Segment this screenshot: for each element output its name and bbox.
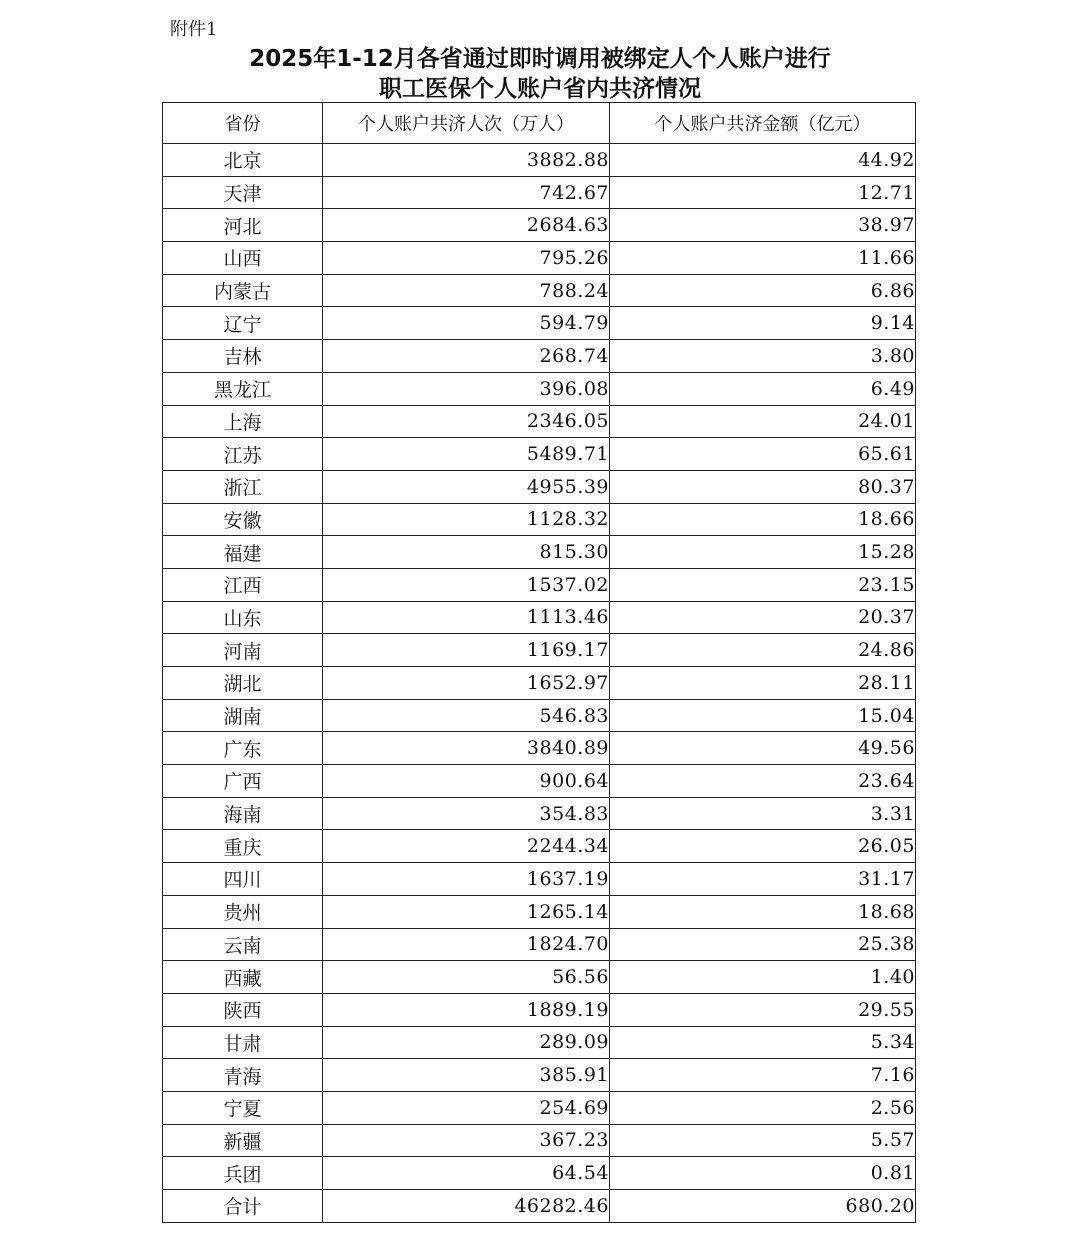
sharing-amount-cell: 23.64 — [610, 765, 916, 798]
sharing-amount-cell: 7.16 — [610, 1059, 916, 1092]
sharing-count-cell: 385.91 — [323, 1059, 610, 1092]
sharing-amount-cell: 65.61 — [610, 438, 916, 471]
table-row — [163, 536, 916, 569]
sharing-amount-cell: 18.66 — [610, 503, 916, 536]
province-cell: 青海 — [163, 1059, 323, 1092]
table-body — [163, 144, 916, 1223]
sharing-count-cell: 396.08 — [323, 372, 610, 405]
sharing-amount-cell: 26.05 — [610, 830, 916, 863]
sharing-count-cell: 64.54 — [323, 1157, 610, 1190]
table-row — [163, 797, 916, 830]
province-cell: 广东 — [163, 732, 323, 765]
sharing-count-cell: 254.69 — [323, 1091, 610, 1124]
sharing-amount-cell: 680.20 — [610, 1190, 916, 1223]
table-row — [163, 961, 916, 994]
table-row — [163, 209, 916, 242]
province-cell: 黑龙江 — [163, 372, 323, 405]
table-row — [163, 863, 916, 896]
table-header-row — [163, 103, 916, 144]
sharing-amount-cell: 12.71 — [610, 176, 916, 209]
table-row — [163, 634, 916, 667]
table-row — [163, 176, 916, 209]
province-cell: 湖南 — [163, 699, 323, 732]
table-row — [163, 699, 916, 732]
table-row — [163, 1124, 916, 1157]
province-cell: 山西 — [163, 242, 323, 275]
sharing-amount-cell: 5.57 — [610, 1124, 916, 1157]
table-row — [163, 732, 916, 765]
province-cell: 江苏 — [163, 438, 323, 471]
sharing-count-cell: 1824.70 — [323, 928, 610, 961]
province-cell: 江西 — [163, 568, 323, 601]
sharing-count-cell: 546.83 — [323, 699, 610, 732]
table-row — [163, 242, 916, 275]
province-cell: 福建 — [163, 536, 323, 569]
table-row — [163, 470, 916, 503]
sharing-count-cell: 1113.46 — [323, 601, 610, 634]
document-title-line-1: 2025年1-12月各省通过即时调用被绑定人个人账户进行 — [249, 46, 831, 72]
sharing-amount-cell: 29.55 — [610, 993, 916, 1026]
province-cell: 内蒙古 — [163, 274, 323, 307]
sharing-amount-cell: 15.28 — [610, 536, 916, 569]
sharing-amount-cell: 31.17 — [610, 863, 916, 896]
sharing-count-cell: 1169.17 — [323, 634, 610, 667]
sharing-amount-cell: 28.11 — [610, 667, 916, 700]
sharing-count-cell: 268.74 — [323, 340, 610, 373]
table-row — [163, 601, 916, 634]
table-row — [163, 993, 916, 1026]
sharing-amount-cell: 23.15 — [610, 568, 916, 601]
sharing-amount-cell: 49.56 — [610, 732, 916, 765]
sharing-amount-cell: 5.34 — [610, 1026, 916, 1059]
province-cell: 合计 — [163, 1190, 323, 1223]
sharing-amount-cell: 44.92 — [610, 144, 916, 177]
sharing-amount-cell: 20.37 — [610, 601, 916, 634]
sharing-count-cell: 788.24 — [323, 274, 610, 307]
sharing-amount-cell: 11.66 — [610, 242, 916, 275]
table-row — [163, 895, 916, 928]
province-cell: 宁夏 — [163, 1091, 323, 1124]
sharing-count-cell: 1652.97 — [323, 667, 610, 700]
sharing-count-cell: 46282.46 — [323, 1190, 610, 1223]
province-cell: 吉林 — [163, 340, 323, 373]
province-cell: 湖北 — [163, 667, 323, 700]
table-row — [163, 144, 916, 177]
sharing-amount-cell: 2.56 — [610, 1091, 916, 1124]
table-row — [163, 1091, 916, 1124]
sharing-amount-cell: 25.38 — [610, 928, 916, 961]
table-row — [163, 307, 916, 340]
sharing-count-cell: 815.30 — [323, 536, 610, 569]
sharing-amount-cell: 0.81 — [610, 1157, 916, 1190]
sharing-count-cell: 354.83 — [323, 797, 610, 830]
header-province: 省份 — [163, 103, 323, 144]
sharing-count-cell: 4955.39 — [323, 470, 610, 503]
sharing-count-cell: 289.09 — [323, 1026, 610, 1059]
sharing-count-cell: 1537.02 — [323, 568, 610, 601]
province-cell: 广西 — [163, 765, 323, 798]
attachment-label: 附件1 — [170, 19, 218, 40]
sharing-amount-cell: 6.86 — [610, 274, 916, 307]
sharing-count-cell: 56.56 — [323, 961, 610, 994]
sharing-amount-cell: 3.31 — [610, 797, 916, 830]
province-cell: 云南 — [163, 928, 323, 961]
province-cell: 上海 — [163, 405, 323, 438]
sharing-amount-cell: 38.97 — [610, 209, 916, 242]
table-row — [163, 438, 916, 471]
province-cell: 陕西 — [163, 993, 323, 1026]
province-cell: 新疆 — [163, 1124, 323, 1157]
province-cell: 海南 — [163, 797, 323, 830]
sharing-count-cell: 1128.32 — [323, 503, 610, 536]
sharing-count-cell: 795.26 — [323, 242, 610, 275]
sharing-count-cell: 2346.05 — [323, 405, 610, 438]
province-cell: 北京 — [163, 144, 323, 177]
table-row — [163, 830, 916, 863]
table-row — [163, 928, 916, 961]
province-cell: 河北 — [163, 209, 323, 242]
province-cell: 山东 — [163, 601, 323, 634]
table-row — [163, 1026, 916, 1059]
table-row — [163, 568, 916, 601]
province-cell: 西藏 — [163, 961, 323, 994]
province-cell: 天津 — [163, 176, 323, 209]
sharing-count-cell: 742.67 — [323, 176, 610, 209]
province-cell: 甘肃 — [163, 1026, 323, 1059]
sharing-amount-cell: 24.86 — [610, 634, 916, 667]
sharing-amount-cell: 15.04 — [610, 699, 916, 732]
sharing-amount-cell: 24.01 — [610, 405, 916, 438]
sharing-amount-cell: 80.37 — [610, 470, 916, 503]
table-row — [163, 765, 916, 798]
account-sharing-table — [162, 102, 916, 1223]
province-cell: 兵团 — [163, 1157, 323, 1190]
table-total-row — [163, 1190, 916, 1223]
table-row — [163, 340, 916, 373]
table-row — [163, 667, 916, 700]
sharing-amount-cell: 18.68 — [610, 895, 916, 928]
header-sharing-amount: 个人账户共济金额（亿元） — [610, 103, 916, 144]
province-cell: 贵州 — [163, 895, 323, 928]
sharing-count-cell: 3882.88 — [323, 144, 610, 177]
sharing-count-cell: 1889.19 — [323, 993, 610, 1026]
table-row — [163, 405, 916, 438]
sharing-count-cell: 2684.63 — [323, 209, 610, 242]
sharing-count-cell: 5489.71 — [323, 438, 610, 471]
header-sharing-count: 个人账户共济人次（万人） — [323, 103, 610, 144]
table-row — [163, 372, 916, 405]
sharing-amount-cell: 3.80 — [610, 340, 916, 373]
table-row — [163, 503, 916, 536]
document-title-line-2: 职工医保个人账户省内共济情况 — [379, 76, 701, 102]
province-cell: 重庆 — [163, 830, 323, 863]
province-cell: 浙江 — [163, 470, 323, 503]
sharing-amount-cell: 6.49 — [610, 372, 916, 405]
sharing-count-cell: 3840.89 — [323, 732, 610, 765]
sharing-amount-cell: 1.40 — [610, 961, 916, 994]
sharing-count-cell: 1265.14 — [323, 895, 610, 928]
sharing-count-cell: 900.64 — [323, 765, 610, 798]
sharing-count-cell: 594.79 — [323, 307, 610, 340]
province-cell: 辽宁 — [163, 307, 323, 340]
province-cell: 河南 — [163, 634, 323, 667]
province-cell: 安徽 — [163, 503, 323, 536]
sharing-amount-cell: 9.14 — [610, 307, 916, 340]
province-cell: 四川 — [163, 863, 323, 896]
table-row — [163, 274, 916, 307]
sharing-count-cell: 367.23 — [323, 1124, 610, 1157]
sharing-count-cell: 1637.19 — [323, 863, 610, 896]
table-row — [163, 1059, 916, 1092]
sharing-count-cell: 2244.34 — [323, 830, 610, 863]
table-row — [163, 1157, 916, 1190]
